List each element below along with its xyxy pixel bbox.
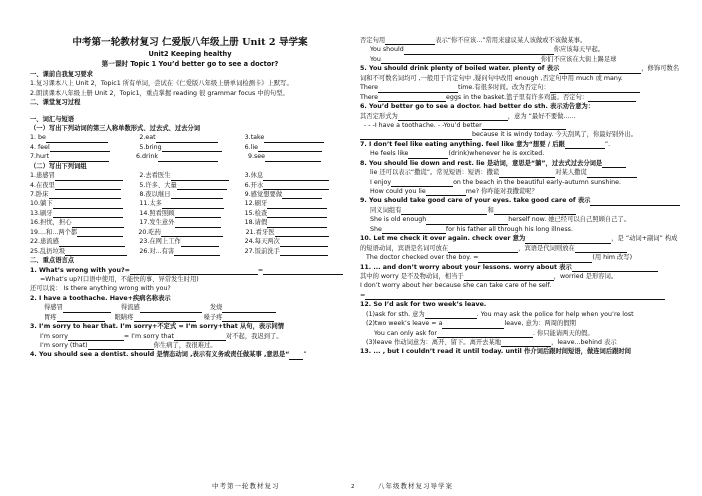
point-6-example: - - -I have a toothache. - -You’d better [360,121,680,130]
verb-row: 7.hurt 6.drink 9.see [30,152,350,161]
right-column [360,36,680,357]
verb-row: 4. feel 5.bring 6.lie [30,143,350,152]
point-7: 7. I don’t feel like eating anything. feel like 意为“想要 / 后跟 ”. [360,140,611,148]
point-9-example: She for his father all through his long illness. [370,225,573,233]
phrase-row: 4.在夜里 5.许多、大量 6.开水 [30,181,350,190]
requirement-2: 2.朗读课本八年级上册 Unit 2，Topic1，重点掌握 reading 很 grammar focus 中的句型。 [30,89,289,97]
should-negative: 否定句用 表示“你不应该...”常用来建议某人该做或不该做某事。 [360,37,587,44]
point-13: 13. ... , but I couldn’t read it until today. until 作介词后跟时间短语，做连词后跟时间 [360,348,632,356]
footer-right: 八年级教材复习导学案 [378,482,453,490]
point-1-alt: 还可以说： Is there anything wrong with you? [30,285,171,293]
phrase-row: 7.卧床 8.夜以继日 9.感觉想要做 [30,190,350,199]
phrase-row: 1.患感冒 2.去看医生 3.休息 [30,171,350,180]
point-12-item: (3)leave 作动词意为：离开、留下。离开去某地 ，leave...behind 表示 [366,339,617,346]
should-example: You should 你应该每天早起。 [370,46,605,54]
point-2: 2. I have a toothache. Have+疾病名称表示 [30,294,171,302]
point-6-negative: 其否定形式为 ，意为 “最好不要做...... [360,112,576,120]
point-12-item: (1)ask for sth. 意为 . You may ask the police for help when you’re lost [366,310,634,318]
point-5-example: There time.有很多时间。改为否定句： [360,83,680,92]
point-11-rewrite: = [360,291,680,300]
lesson-heading: 第一课时 Topic 1 You’d better go to see a doctor? [101,59,279,68]
point-5-note: 词和不可数名词均可 ,一般用于肯定句中 ,疑问句中改用 enough ,否定句中用 much 或 many. [360,74,623,82]
point-8-example: How could you lie me? 你咋能对我撒谎呢？ [370,188,538,195]
section-heading: 一、课前自我复习要求 [30,70,93,78]
phrase-row: 22.患流感 23.在网上工作 24.每天两次 [30,237,350,246]
point-10-example: The doctor checked over the boy. = (用 him 改写) [366,254,633,262]
subsection-heading: （一）写出下列动词的第三人称单数形式、过去式、过去分词 [30,124,201,132]
point-7-example: He feels like (drink)whenever he is excited. [370,150,545,158]
point-8: 8. You should lie down and rest. lie 是动词，意思是“躺”，过去式过去分词是 [360,159,680,168]
point-3-example: I’m sorry = I’m sorry that 对不起，我迟到了。 [40,332,283,340]
point-3-example: I’m sorry (that) 你生病了，我很难过。 [40,342,217,350]
point-11-note: 其中的 worry 是不及物动词，相当于 ，worried 是形容词。 [360,272,618,280]
point-1-note: =What’s up?(口语中使用，不能快的事、异常发生时用) [40,275,199,283]
point-8-example: I enjoy on the beach in the beautiful early-autumn sunshine. [370,178,621,186]
point-12-example: You can only ask for . 你只能请两天的假。 [374,329,594,337]
point-2-row: 胃疼 眼睛疼 嗓子疼 [30,313,350,322]
point-6-example-b: because it is windy today. 今天刮风了，你最好别外出。 [360,130,680,139]
subsection-heading: （二）写出下列词组 [30,162,87,170]
point-8-note: lie 还可以表示“撒谎”。常见短语：短语：撒谎 对某人撒谎 [360,168,680,177]
unit-subtitle: Unit2 Keeping healthy [148,50,232,58]
point-2-row: 得感冒 得流感 发烧 [30,303,350,312]
point-1: 1. What’s wrong with you?= = [30,266,350,275]
point-10-note: 的短语动词，宾语是名词可放在 ，宾语是代词则放在 [360,244,680,253]
verb-row: 1. be 2.eat 3.take [30,133,350,142]
footer-left: 中考第一轮教材复习 [212,482,280,490]
section-heading: 二、课堂复习过程 [30,99,81,107]
point-12-item: (2)two week’s leave = a leave, 意为：两周的假期 [366,320,576,328]
phrase-row: 13.刷牙 14.照看照顾 15.检查 [30,209,350,218]
point-5-example: There eggs in the basket.篮子里有许多鸡蛋。否定句： [360,93,680,102]
page-number: 2 [351,484,355,490]
point-12: 12. So I’d ask for two week’s leave. [360,301,487,309]
left-column [30,50,350,360]
should-example: You 你们不应该在大街上踢足球 [370,55,617,63]
phrase-row: 25.乱扔垃圾 26.对...有害 27.饭前洗手 [30,247,350,256]
point-9-synonyms: 同义词组有 和 [360,206,680,215]
point-11: 11. ... and don’t worry about your lessons. worry about 表示 [360,263,680,272]
point-4: 4. You should see a dentist. should 是情态动词 ,表示有义务或责任做某事 ,意思是“ ” [30,351,307,359]
section-heading: 二、重点语言点 [30,257,75,265]
point-6: 6. You’d better go to see a doctor. had better do sth. 表示劝告意为： [360,103,595,111]
phrase-row: 10.躺下 11.太多 12.刷牙 [30,199,350,208]
section-heading: 一、词汇与短语 [30,115,75,123]
phrase-row: 19....和...两个都 20.吃药 21.看牙医 [30,228,350,237]
point-10: 10. Let me check it over again. check over 意为 ，是 “动词+副词” 构成 [360,235,678,243]
phrase-row: 16.担忧，担心 17.发生意外 18.请假 [30,218,350,227]
point-9: 9. You should take good care of your eyes. take good care of 表示 [360,196,680,205]
point-3: 3. I’m sorry to hear that. I’m sorry+不定式 = I’m sorry+that 从句，表示同情 [30,323,285,331]
point-9-example: She is old enough herself now. 她已经可以自己照顾自己了。 [370,216,631,224]
point-11-example: I don’t worry about her because she can take care of he self. [360,282,552,290]
requirement-1: 1.复习课本八上 Unit 2，Topic1 所有单词，尝试在《仁爱版八年级上册单词检测卡》上默写。 [30,80,293,88]
point-5: 5. You should drink plenty of boiled water. plenty of 表示 ，修饰可数名 [360,65,680,73]
page-title: 中考第一轮教材复习 仁爱版八年级上册 Unit 2 导学案 [72,37,308,48]
